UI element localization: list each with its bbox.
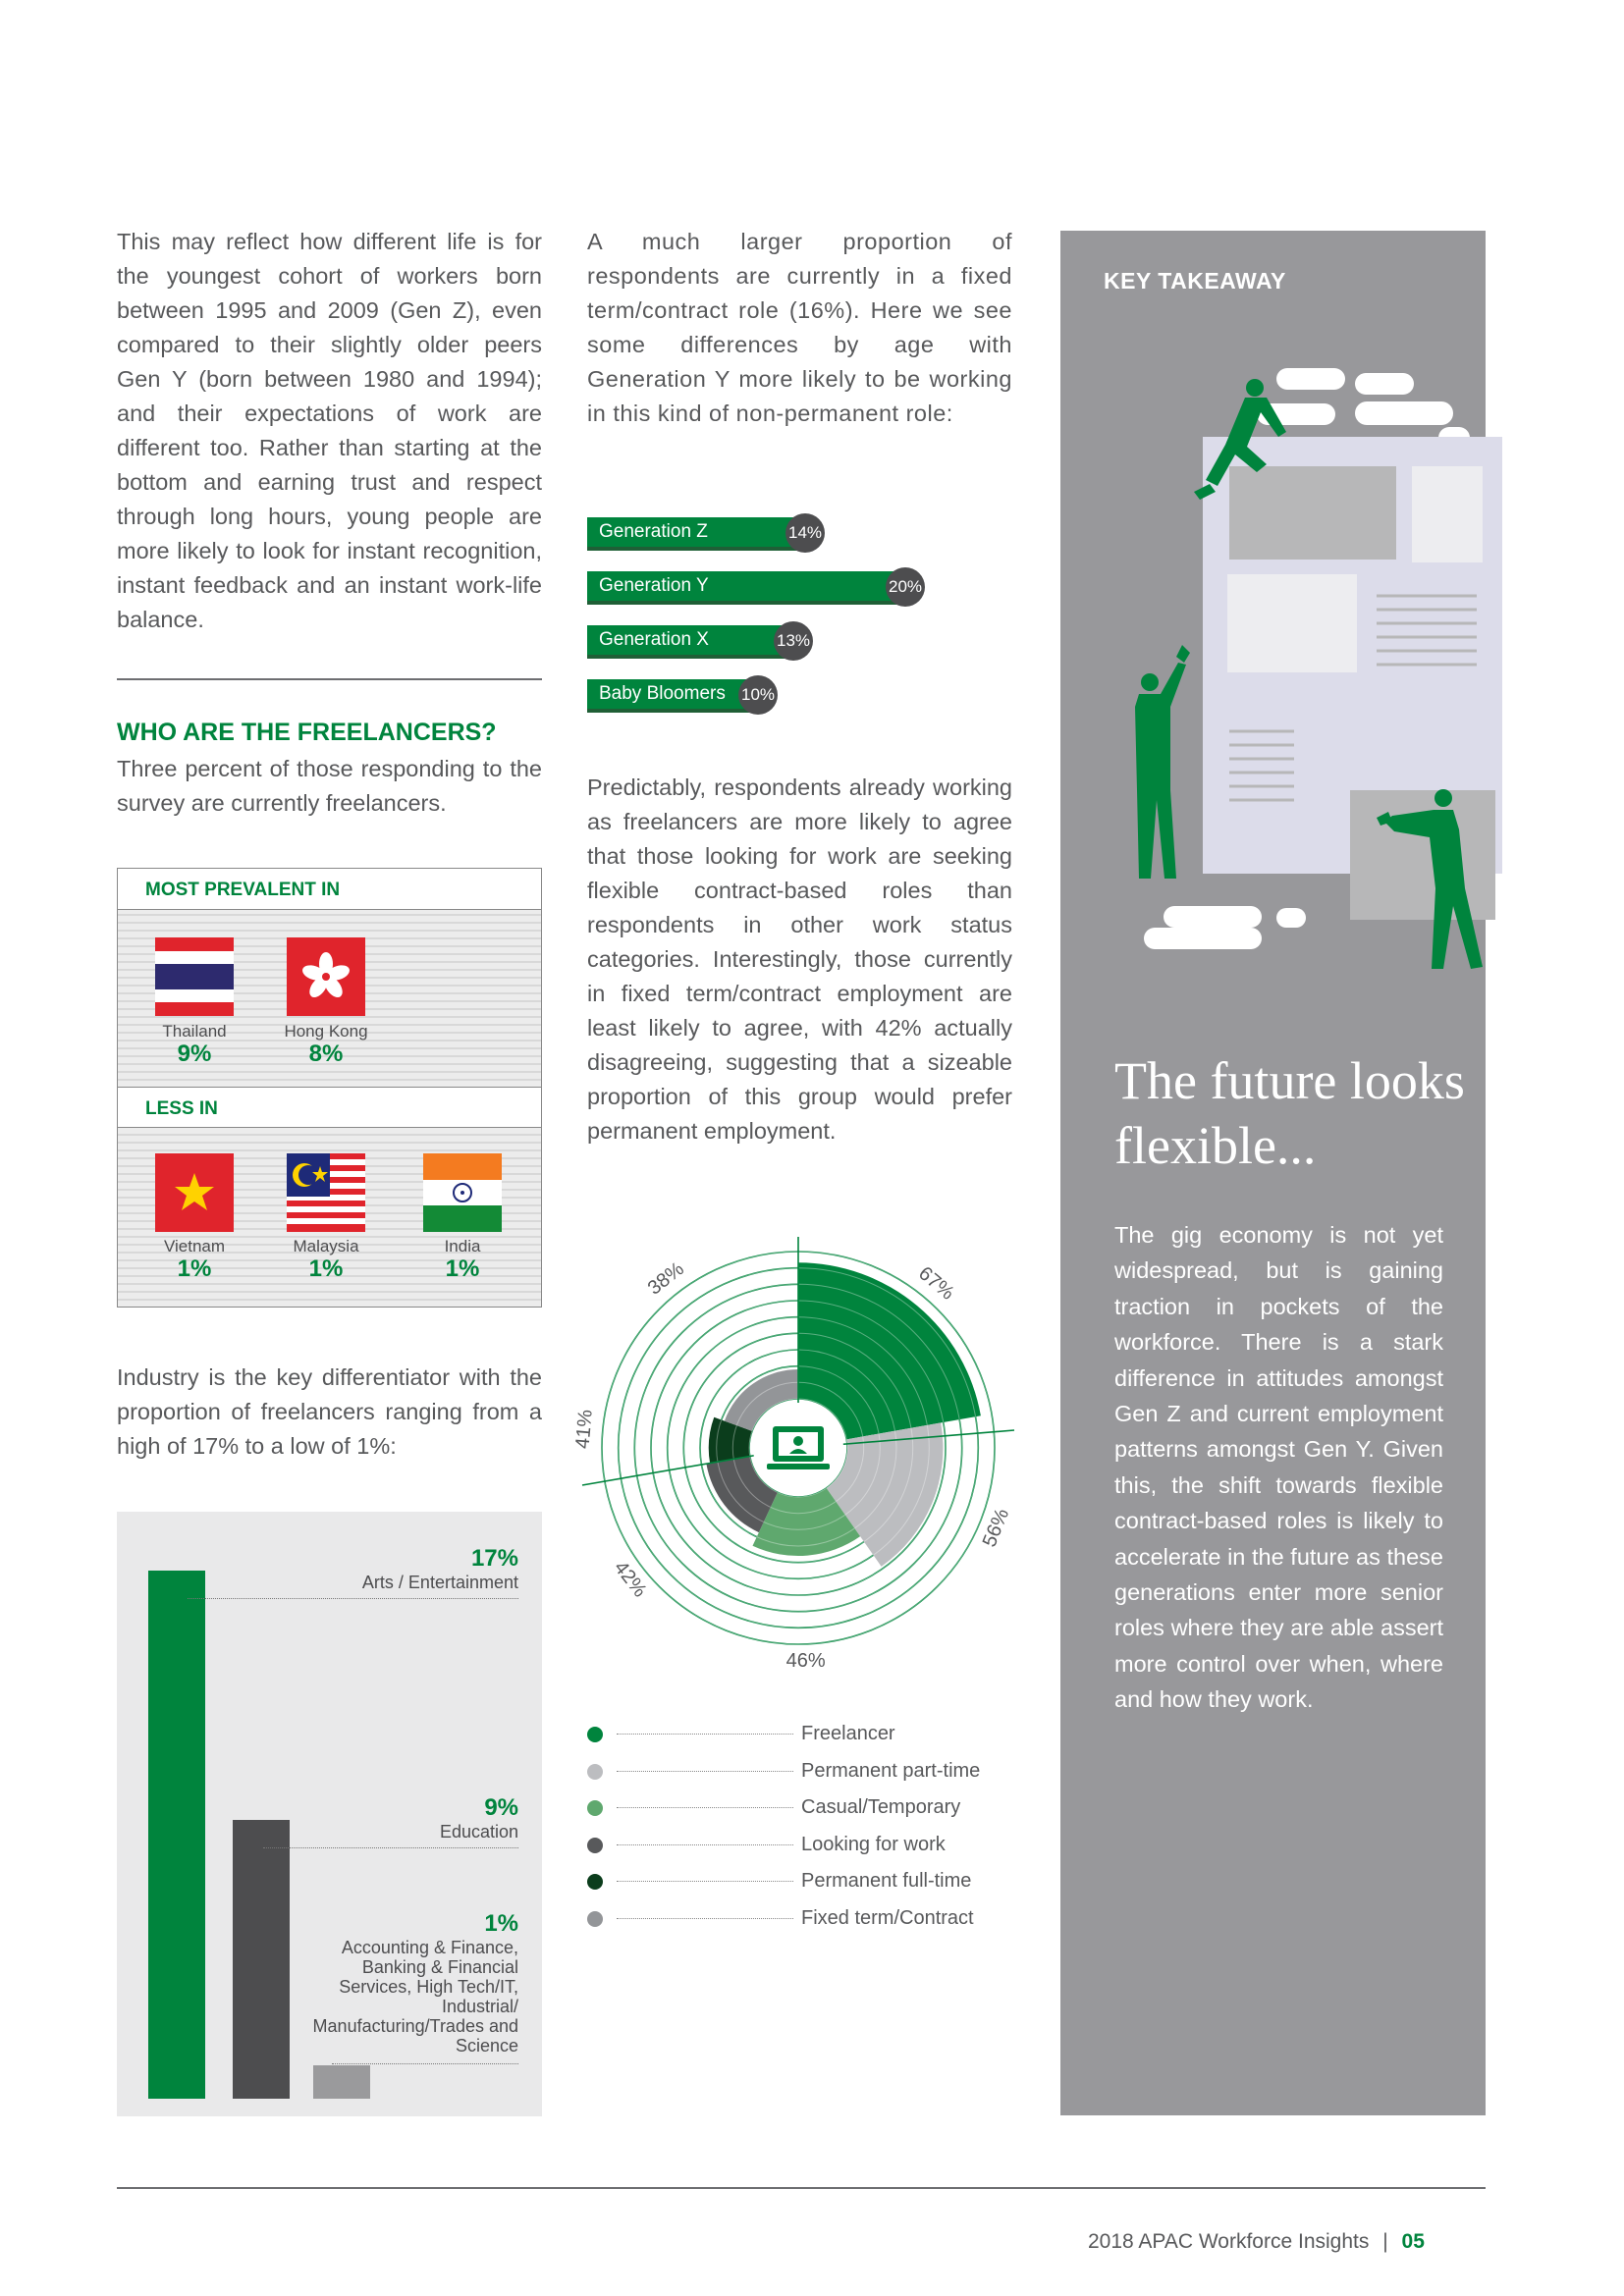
legend-item xyxy=(587,1867,1019,1896)
footer-divider xyxy=(117,2187,1486,2189)
generation-bar xyxy=(587,625,811,659)
generation-bar xyxy=(587,571,923,605)
country-name: Hong Kong xyxy=(284,1022,368,1041)
generation-pct: 13% xyxy=(774,621,813,661)
legend-leader-line xyxy=(617,1918,793,1919)
country-prevalence-panel xyxy=(117,868,542,1308)
freelancers-text: Three percent of those responding to the survey are currently freelancers. xyxy=(117,756,542,816)
country-name: India xyxy=(444,1237,481,1255)
industry-pct: 1% xyxy=(484,1910,518,1937)
intro-text: This may reflect how different life is for the youngest cohort of workers born between 1995 and 2009 (Gen Z), even compared to their slightly older peers Gen Y (born between 1980 and 1994); and their expectations of work are different too. Rather than starting at the bottom and earning trust and respect through long hours, young people are more likely to look for instant recognition, instant feedback and an instant work-life balance. xyxy=(117,229,542,632)
industry-pct: 17% xyxy=(470,1545,518,1572)
chart-value-label: 67% xyxy=(914,1262,958,1305)
key-takeaway-title: KEY TAKEAWAY xyxy=(1104,268,1286,294)
legend-label: Freelancer xyxy=(801,1723,895,1744)
industry-label: Arts / Entertainment xyxy=(361,1573,518,1592)
legend-leader-line xyxy=(617,1734,793,1735)
generation-label: Generation Y xyxy=(599,575,709,596)
legend-label: Permanent full-time xyxy=(801,1870,972,1892)
generation-label: Baby Bloomers xyxy=(599,683,726,704)
legend-item xyxy=(587,1793,1019,1823)
generation-pct: 20% xyxy=(886,567,925,607)
legend-item xyxy=(587,1831,1019,1860)
industry-bar-arts xyxy=(148,1571,205,2099)
legend-item xyxy=(587,1757,1019,1787)
key-headline: The future looks flexible... xyxy=(1114,1051,1465,1175)
footer-report-title: 2018 APAC Workforce Insights xyxy=(1088,2230,1370,2253)
country-pct: 1% xyxy=(177,1255,212,1282)
legend-label: Looking for work xyxy=(801,1833,946,1855)
industry-label: Accounting & Finance, Banking & Financial Services, High Tech/IT, Industrial/ Manufacturing/Trades and Science xyxy=(312,1938,518,2056)
country-pct: 1% xyxy=(445,1255,480,1282)
industry-leader-line xyxy=(263,1847,518,1848)
country-pct: 9% xyxy=(177,1041,212,1067)
legend-swatch xyxy=(587,1800,603,1816)
chart-value-label: 56% xyxy=(978,1505,1014,1551)
legend-label: Casual/Temporary xyxy=(801,1796,961,1818)
legend-swatch xyxy=(587,1727,603,1742)
key-text: The gig economy is not yet widespread, but is gaining traction in pockets of the workforce. There is a stark difference in attitudes amongst Gen Z and current employment patterns amongst Gen Y. Given this, the shift towards flexible contract-based roles is likely to accelerate in the future as these generations enter more senior roles where they are able assert more control over when, where and how they work. xyxy=(1114,1222,1443,1713)
industry-pct: 9% xyxy=(484,1794,518,1821)
industry-leader-line xyxy=(188,1598,518,1599)
section-divider xyxy=(117,678,542,680)
work-status-radial-chart xyxy=(571,1222,1021,1683)
chart-value-label: 38% xyxy=(643,1257,688,1300)
industry-text: Industry is the key differentiator with the proportion of freelancers ranging from a high of 17% to a low of 1%: xyxy=(117,1364,542,1459)
industry-bar-other xyxy=(313,2065,370,2099)
less-in-title: LESS IN xyxy=(145,1098,218,1119)
key-takeaway-panel xyxy=(1060,231,1486,2115)
freelancers-heading: WHO ARE THE FREELANCERS? xyxy=(117,719,497,746)
legend-label: Permanent part-time xyxy=(801,1759,981,1782)
generation-label: Generation Z xyxy=(599,521,708,542)
legend-item xyxy=(587,1904,1019,1934)
chart-value-label: 42% xyxy=(609,1557,651,1602)
thailand-flag-icon xyxy=(155,937,234,1016)
chart-value-label: 41% xyxy=(571,1409,597,1450)
team-building-illustration xyxy=(1100,368,1532,996)
chart-value-label: 46% xyxy=(785,1650,826,1673)
page-number: 05 xyxy=(1401,2230,1425,2253)
generation-label: Generation X xyxy=(599,629,709,650)
india-flag-icon xyxy=(423,1153,502,1232)
page-footer xyxy=(1088,2230,1425,2254)
legend-item xyxy=(587,1720,1019,1749)
less-in-header xyxy=(118,1087,541,1128)
legend-swatch xyxy=(587,1911,603,1927)
fixed-term-paragraph: A much larger proportion of respondents are currently in a fixed term/contract role (16%). Here we see some differences by age with Generation Y more likely to be working in this kind of non-permanent role: xyxy=(587,229,1012,426)
hong-kong-flag-icon xyxy=(287,937,365,1016)
legend-label: Fixed term/Contract xyxy=(801,1906,974,1929)
generation-pct: 14% xyxy=(785,513,825,553)
legend-leader-line xyxy=(617,1807,793,1808)
country-pct: 1% xyxy=(308,1255,344,1282)
legend-leader-line xyxy=(617,1881,793,1882)
most-prevalent-title: MOST PREVALENT IN xyxy=(145,880,341,900)
intro-paragraph xyxy=(117,225,542,637)
industry-chart xyxy=(117,1512,542,2116)
vietnam-flag-icon xyxy=(155,1153,234,1232)
industry-bar-education xyxy=(233,1820,290,2099)
country-name: Malaysia xyxy=(293,1237,359,1255)
industry-label: Education xyxy=(439,1822,518,1842)
generation-bar xyxy=(587,517,823,551)
industry-leader-line xyxy=(332,2063,518,2064)
freelancers-agree-paragraph: Predictably, respondents already working as freelancers are more likely to agree that those looking for work are seeking flexible contract-based roles than respondents in other work status categories. Interestingly, those currently in fixed term/contract employment are least likely to agree, with 42% actually disagreeing, suggesting that a sizeable proportion of this group would prefer permanent employment. xyxy=(587,774,1012,1144)
country-name: Vietnam xyxy=(163,1237,226,1255)
legend-swatch xyxy=(587,1764,603,1780)
generation-pct: 10% xyxy=(738,675,778,715)
country-pct: 8% xyxy=(308,1041,344,1067)
footer-separator: | xyxy=(1382,2230,1388,2253)
malaysia-flag-icon xyxy=(287,1153,365,1232)
most-prevalent-header xyxy=(118,869,541,910)
generation-bar xyxy=(587,679,776,713)
legend-leader-line xyxy=(617,1771,793,1772)
legend-swatch xyxy=(587,1838,603,1853)
legend-swatch xyxy=(587,1874,603,1890)
legend-leader-line xyxy=(617,1844,793,1845)
country-name: Thailand xyxy=(162,1022,227,1041)
